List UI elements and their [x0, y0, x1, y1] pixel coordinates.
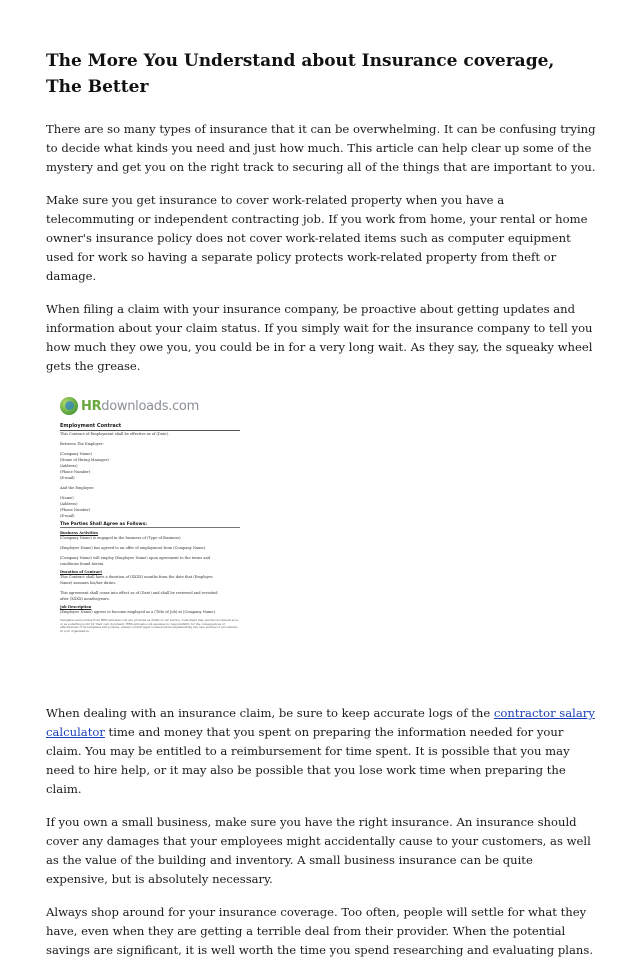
contract-section-heading: The Parties Shall Agree as Follows: [60, 522, 240, 528]
contract-and-employee: And the Employee: [60, 486, 95, 490]
contract-intro: This Contract of Employment shall be effective as of (Date). [60, 432, 170, 436]
contract-between: Between The Employer: [60, 442, 104, 446]
employer-line: (Company Name) [60, 452, 92, 456]
employee-line: (Phone Number) [60, 508, 91, 512]
contract-sub-heading: Duration of Contract [60, 570, 103, 574]
paragraph-1: There are so many types of insurance that it can be overwhelming. It can be confusing trying to decide what kinds you need and just how much. This article can help clear up some of the mystery and get you on the right track to securing all of the things that are important to you. [46, 122, 596, 174]
paragraph-6: Always shop around for your insurance coverage. Too often, people will settle for what they have, even when they are getting a terrible deal from their provider. When the potential savings are significant, it is well worth the time you spend researching and evaluating plans. [46, 905, 594, 957]
contract-line: (Company Name) will employ (Employee Name) upon agreement to the terms and [60, 556, 211, 560]
employee-line: (E-mail) [60, 514, 75, 518]
article-title: The More You Understand about Insurance coverage, The Better [46, 51, 555, 97]
contractor-salary-calculator-link[interactable]: contractor salary calculator [46, 706, 595, 739]
employer-line: (Name of Hiring Manager) [60, 458, 109, 462]
contract-sub-heading: Job Description [60, 605, 92, 609]
contract-title: Employment Contract [60, 423, 240, 431]
paragraph-3: When filing a claim with your insurance company, be proactive about getting updates and information about your claim status. If you simply wait for the insurance company to tell you how much they owe you, you could be in for a very long wait. As they say, the squeaky wheel gets the grease. [46, 302, 593, 373]
logo-text: HRdownloads.com [81, 398, 199, 414]
employment-contract-image [60, 394, 240, 672]
employer-line: (E-mail) [60, 476, 75, 480]
contract-footnote: Templates and policies from HRdownloads.com are provided as drafts of our service. Customers may use this document as is, or as a starting point for their own document. HRdownloads.com assumes no responsibility for the consequences or effectiveness of its templates and policies. Always consult legal counsel before implementing any new policies or procedures in your organization. [60, 618, 239, 633]
contract-line: (Employee Name) agrees to become employed as a (Title of Job) at (Company Name). [60, 610, 217, 614]
contract-line: (Company Name) is engaged in the business of (Type of Business). [60, 536, 182, 540]
contract-line: after (XXXX) months/years. [60, 597, 110, 601]
contract-line: This agreement shall cease into effect as of (Date) and shall be reviewed and revisited [60, 591, 218, 595]
hrdownloads-logo [60, 394, 240, 418]
contract-line: (Employee Name) has agreed to an offer of employment from (Company Name). [60, 546, 207, 550]
document-page [46, 48, 596, 974]
paragraph-5: If you own a small business, make sure you have the right insurance. An insurance should cover any damages that your employees might accidentally cause to your customers, as well as the value of the building and inventory. A small business insurance can be quite expensive, but is absolutely necessary. [46, 815, 591, 886]
contract-line: conditions found herein. [60, 562, 105, 566]
contract-line: Name) assumes his/her duties. [60, 581, 117, 585]
contract-sub-heading: Business Activities [60, 531, 99, 535]
employee-line: (Name) [60, 496, 74, 500]
paragraph-2: Make sure you get insurance to cover work-related property when you have a telecommuting or independent contracting job. If you work from home, your rental or home owner's insurance policy does not cover work-related items such as computer equipment used for work so having a separate policy protects work-related property from theft or damage. [46, 193, 588, 283]
employer-line: (Address) [60, 464, 78, 468]
employer-line: (Phone Number) [60, 470, 91, 474]
hrdownloads-logo-icon [60, 397, 78, 415]
contract-line: This Contract shall have a duration of (XXXX) months from the date that (Employee [60, 575, 213, 579]
employee-line: (Address) [60, 502, 78, 506]
paragraph-4: When dealing with an insurance claim, be sure to keep accurate logs of the contractor salary calculator time and money that you spent on preparing the information needed for your claim. You may be entitled to a reimbursement for time spent. It is possible that you may need to hire help, or it may also be possible that you lose work time when preparing the claim. [46, 706, 595, 796]
